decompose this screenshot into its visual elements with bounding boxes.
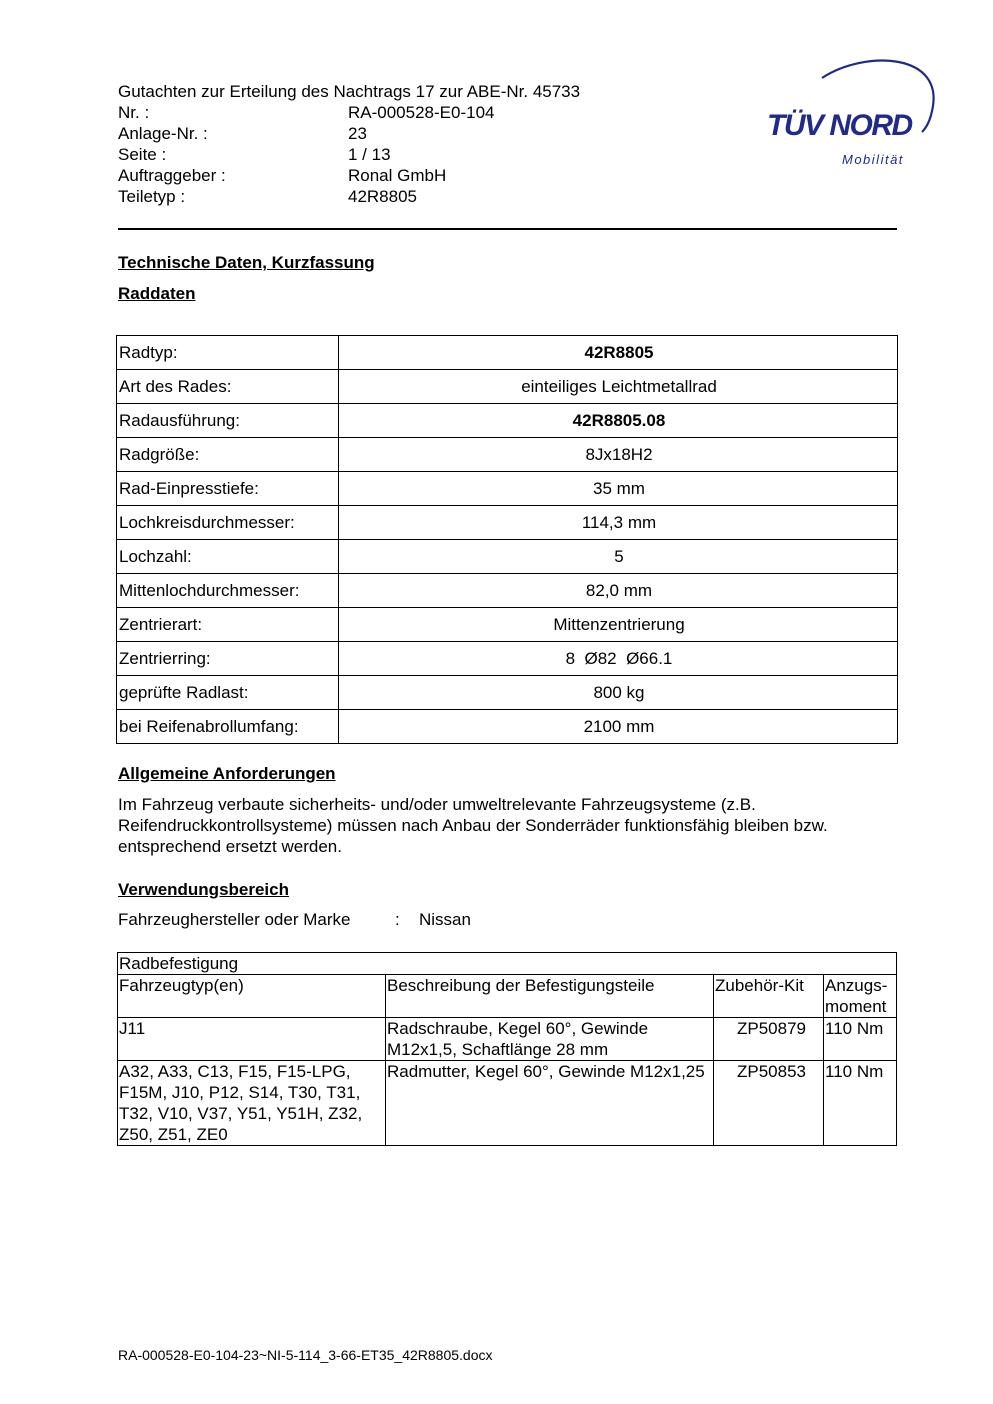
logo-subtitle: Mobilität: [842, 152, 904, 167]
cell-kit: ZP50853: [714, 1061, 824, 1146]
document-title: Gutachten zur Erteilung des Nachtrags 17 zur ABE-Nr. 45733: [118, 82, 581, 101]
radbefestigung-table: [117, 952, 897, 1146]
table-row: [118, 1061, 897, 1146]
footer-filename: RA-000528-E0-104-23~NI-5-114_3-66-ET35_42R8805.docx: [118, 1347, 493, 1363]
cell-types: J11: [118, 1018, 386, 1061]
table-row: [117, 370, 898, 404]
header-fahrzeugtyp: Fahrzeugtyp(en): [118, 975, 386, 1018]
table-row: [117, 676, 898, 710]
table-caption-row: [118, 953, 897, 975]
table-row: [117, 336, 898, 370]
table-row: [117, 608, 898, 642]
header-anzugsmoment: Anzugs-moment: [824, 975, 897, 1018]
cell-moment: 110 Nm: [824, 1061, 897, 1146]
header-zubehoer-kit: Zubehör-Kit: [714, 975, 824, 1018]
row-value: 8Jx18H2: [339, 438, 898, 472]
field-label: Teiletyp :: [118, 187, 186, 206]
table-row: [117, 506, 898, 540]
row-label: Rad-Einpresstiefe:: [117, 472, 339, 506]
row-label: Lochkreisdurchmesser:: [117, 506, 339, 540]
row-value: Mittenzentrierung: [339, 608, 898, 642]
tuv-nord-logo: [764, 56, 944, 176]
header-fields: [118, 102, 494, 207]
header-field-seite: [118, 144, 494, 165]
header-field-teiletyp: [118, 186, 494, 207]
row-value: 114,3 mm: [339, 506, 898, 540]
row-label: geprüfte Radlast:: [117, 676, 339, 710]
heading-raddaten: Raddaten: [118, 284, 196, 303]
cell-desc: Radschraube, Kegel 60°, Gewinde M12x1,5, Schaftlänge 28 mm: [386, 1018, 714, 1061]
row-label: Mittenlochdurchmesser:: [117, 574, 339, 608]
row-value: 35 mm: [339, 472, 898, 506]
table-row: [117, 710, 898, 744]
table-row: [117, 472, 898, 506]
row-label: bei Reifenabrollumfang:: [117, 710, 339, 744]
table-header-row: [118, 975, 897, 1018]
table-row: [117, 574, 898, 608]
row-value: 42R8805.08: [339, 404, 898, 438]
field-value: 42R8805: [348, 187, 418, 206]
header-divider: [118, 228, 897, 230]
table-row: [117, 404, 898, 438]
heading-allgemeine-anforderungen: Allgemeine Anforderungen: [118, 764, 336, 783]
table-row: [118, 1018, 897, 1061]
header-beschreibung: Beschreibung der Befestigungsteile: [386, 975, 714, 1018]
field-label: Seite :: [118, 145, 167, 164]
row-value: 800 kg: [339, 676, 898, 710]
heading-verwendungsbereich: Verwendungsbereich: [118, 880, 289, 899]
table-caption: Radbefestigung: [118, 953, 897, 975]
row-label: Art des Rades:: [117, 370, 339, 404]
field-label: Auftraggeber :: [118, 166, 226, 185]
table-row: [117, 438, 898, 472]
row-value: einteiliges Leichtmetallrad: [339, 370, 898, 404]
row-value: 2100 mm: [339, 710, 898, 744]
manufacturer-line: [118, 909, 471, 930]
manufacturer-value: Nissan: [419, 910, 471, 929]
field-label: Anlage-Nr. :: [118, 124, 208, 143]
row-value: 5: [339, 540, 898, 574]
manufacturer-label: Fahrzeughersteller oder Marke: [118, 910, 351, 929]
row-value: 8 Ø82 Ø66.1: [339, 642, 898, 676]
row-label: Radausführung:: [117, 404, 339, 438]
row-label: Radgröße:: [117, 438, 339, 472]
cell-types: A32, A33, C13, F15, F15-LPG, F15M, J10, P12, S14, T30, T31, T32, V10, V37, Y51, Y51H, Z32, Z50, Z51, ZE0: [118, 1061, 386, 1146]
raddaten-table: [116, 335, 898, 744]
row-value: 82,0 mm: [339, 574, 898, 608]
cell-desc: Radmutter, Kegel 60°, Gewinde M12x1,25: [386, 1061, 714, 1146]
header-field-anlage: [118, 123, 494, 144]
manufacturer-colon: :: [395, 910, 400, 929]
heading-technische-daten: Technische Daten, Kurzfassung: [118, 253, 375, 272]
row-label: Lochzahl:: [117, 540, 339, 574]
header-field-auftraggeber: [118, 165, 494, 186]
cell-moment: 110 Nm: [824, 1018, 897, 1061]
field-value: 23: [348, 124, 367, 143]
row-label: Zentrierring:: [117, 642, 339, 676]
table-row: [117, 540, 898, 574]
cell-kit: ZP50879: [714, 1018, 824, 1061]
row-label: Zentrierart:: [117, 608, 339, 642]
field-value: RA-000528-E0-104: [348, 103, 495, 122]
header-field-nr: [118, 102, 494, 123]
field-value: 1 / 13: [348, 145, 391, 164]
logo-brand: TÜV NORD: [767, 109, 912, 142]
allgemeine-anforderungen-text: Im Fahrzeug verbaute sicherheits- und/oder umweltrelevante Fahrzeugsysteme (z.B. Reifendruckkontrollsysteme) müssen nach Anbau der Sonderräder funktionsfähig bleiben bzw. entsprechend ersetzt werden.: [118, 795, 828, 856]
field-value: Ronal GmbH: [348, 166, 447, 185]
row-label: Radtyp:: [117, 336, 339, 370]
table-row: [117, 642, 898, 676]
row-value: 42R8805: [339, 336, 898, 370]
field-label: Nr. :: [118, 103, 150, 122]
